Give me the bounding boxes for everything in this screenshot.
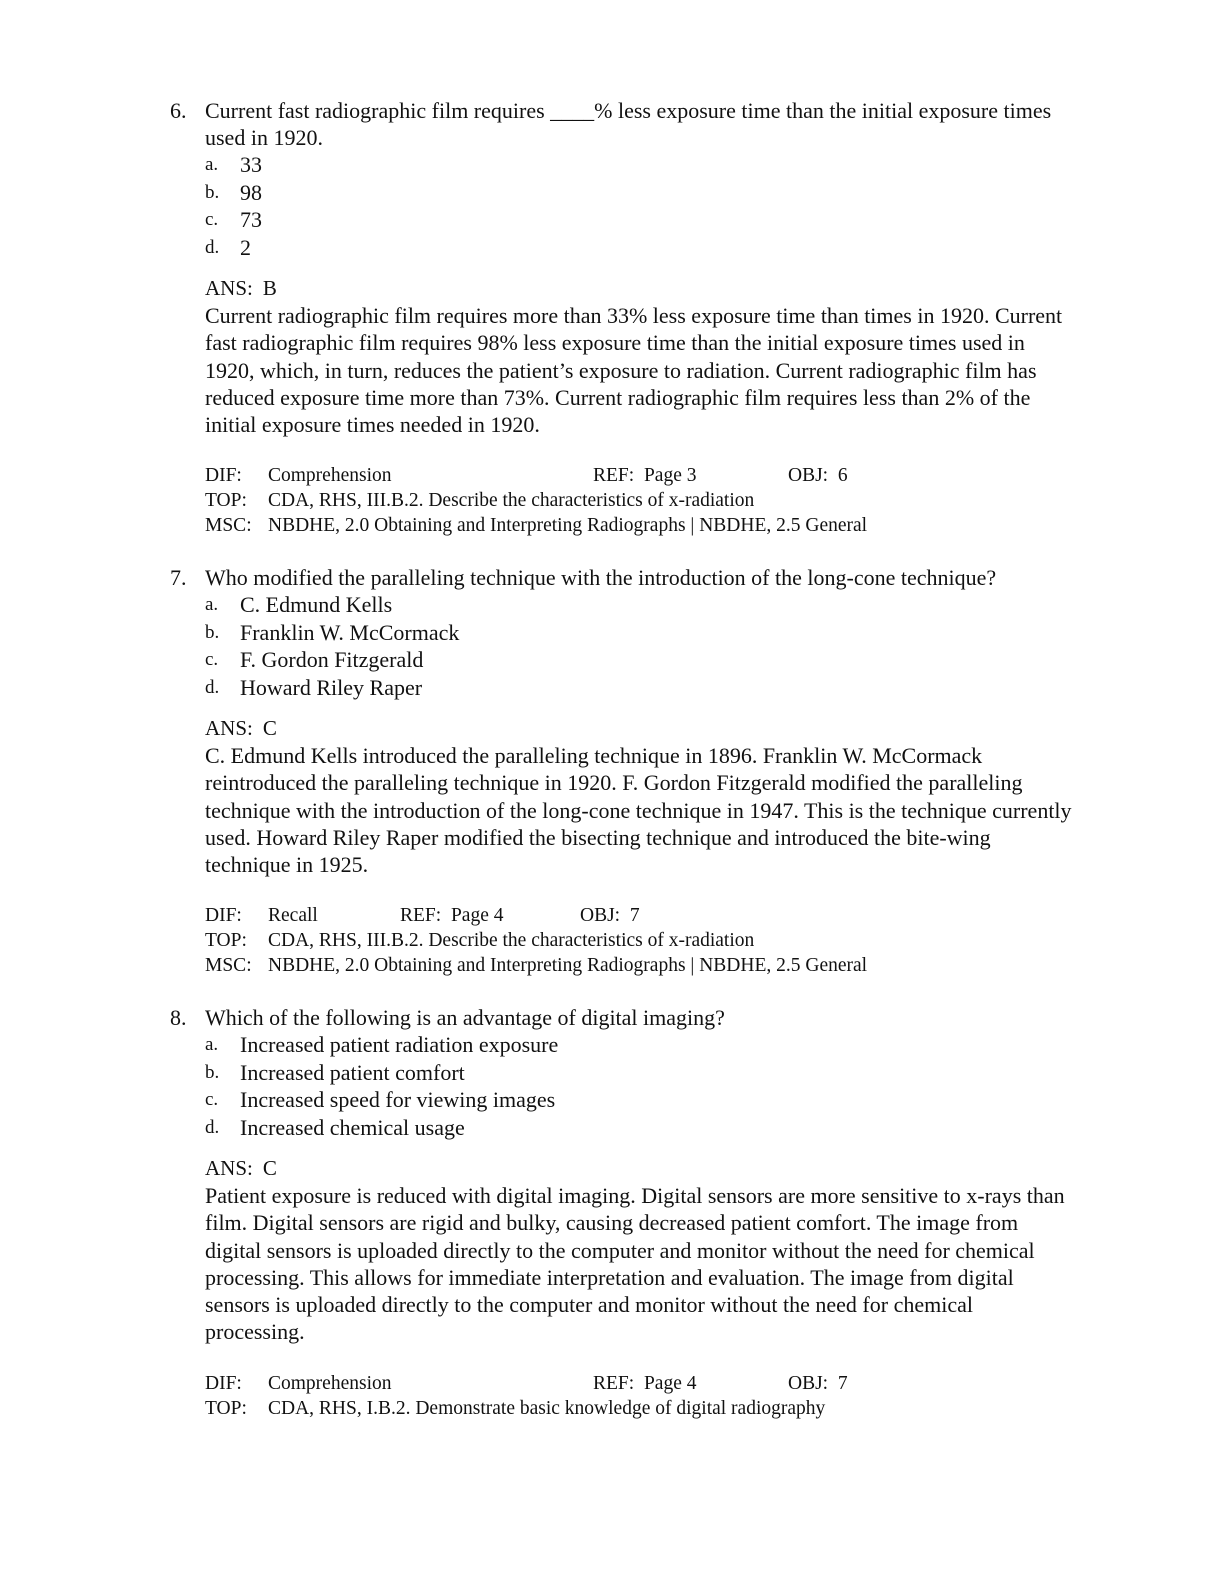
option-letter: a. xyxy=(205,594,219,615)
answer-value: C xyxy=(262,1156,277,1180)
ref-field xyxy=(400,903,503,928)
ref-field xyxy=(593,1371,696,1396)
obj-value: 7 xyxy=(629,905,640,926)
option-text: Howard Riley Raper xyxy=(240,674,423,700)
top-value: CDA, RHS, III.B.2. Describe the characteristics of x-radiation xyxy=(268,930,755,951)
option-text: Increased patient radiation exposure xyxy=(240,1032,559,1057)
option-letter: b. xyxy=(205,181,220,203)
dif-label: DIF: xyxy=(205,905,242,926)
obj-field xyxy=(788,1371,848,1396)
ref-label: REF: xyxy=(593,1373,635,1394)
ref-label: REF: xyxy=(593,465,635,486)
option-letter: c. xyxy=(205,209,219,230)
question-number: 7. xyxy=(170,565,187,590)
option-letter: a. xyxy=(205,1034,219,1055)
option-text: Increased chemical usage xyxy=(240,1114,465,1140)
dif-value: Comprehension xyxy=(268,465,392,486)
option-letter: a. xyxy=(205,154,219,175)
question-number: 8. xyxy=(170,1005,187,1030)
msc-label: MSC: xyxy=(205,955,252,976)
option-text: 73 xyxy=(240,207,262,232)
obj-label: OBJ: xyxy=(580,905,621,926)
top-value: CDA, RHS, I.B.2. Demonstrate basic knowledge of digital radiography xyxy=(268,1398,826,1419)
option-letter: d. xyxy=(205,1116,220,1138)
ref-label: REF: xyxy=(400,905,442,926)
option-letter: b. xyxy=(205,1061,220,1083)
answer-label: ANS: xyxy=(205,276,253,300)
top-label: TOP: xyxy=(205,1398,247,1419)
msc-label: MSC: xyxy=(205,515,252,536)
msc-value: NBDHE, 2.0 Obtaining and Interpreting Radiographs | NBDHE, 2.5 General xyxy=(268,515,868,536)
obj-value: 7 xyxy=(837,1373,848,1394)
option-text: Increased patient comfort xyxy=(240,1059,465,1085)
option-text: C. Edmund Kells xyxy=(240,592,393,617)
option-text: Increased speed for viewing images xyxy=(240,1087,556,1112)
question-text: Current fast radiographic film requires ____% less exposure time than the initial exposure times used in 1920. xyxy=(205,98,1052,150)
option-letter: c. xyxy=(205,1089,219,1110)
answer-value: C xyxy=(262,716,277,740)
question-text: Who modified the paralleling technique with the introduction of the long-cone technique? xyxy=(205,565,997,590)
option-letter: c. xyxy=(205,649,219,670)
obj-value: 6 xyxy=(837,465,848,486)
dif-value: Comprehension xyxy=(268,1373,392,1394)
obj-field xyxy=(788,463,848,488)
option-letter: d. xyxy=(205,676,220,698)
obj-label: OBJ: xyxy=(788,465,829,486)
option-text: 2 xyxy=(240,234,251,260)
answer-key xyxy=(205,275,277,302)
answer-key xyxy=(205,715,277,742)
ref-field xyxy=(593,463,696,488)
answer-value: B xyxy=(262,276,277,300)
obj-field xyxy=(580,903,640,928)
rationale: Current radiographic film requires more than 33% less exposure time than times in 1920. Current fast radiographic film requires 98% less exposure time than the initial exposure times used in 1920, which, in turn, reduces the patient’s exposure to radiation. Current radiographic film has reduced exposure time more than 73%. Current radiographic film requires less than 2% of the initial exposure times needed in 1920. xyxy=(205,303,1063,438)
answer-label: ANS: xyxy=(205,716,253,740)
dif-label: DIF: xyxy=(205,465,242,486)
rationale: C. Edmund Kells introduced the paralleling technique in 1896. Franklin W. McCormack reintroduced the paralleling technique in 1920. F. Gordon Fitzgerald modified the paralleling technique with the introduction of the long-cone technique in 1947. This is the technique currently used. Howard Riley Raper modified the bisecting technique and introduced the bite-wing technique in 1925. xyxy=(205,743,1072,878)
ref-value: Page 4 xyxy=(643,1373,697,1394)
msc-value: NBDHE, 2.0 Obtaining and Interpreting Radiographs | NBDHE, 2.5 General xyxy=(268,955,868,976)
answer-key xyxy=(205,1155,277,1182)
top-label: TOP: xyxy=(205,930,247,951)
option-letter: d. xyxy=(205,236,220,258)
option-text: 98 xyxy=(240,179,262,205)
top-label: TOP: xyxy=(205,490,247,511)
dif-label: DIF: xyxy=(205,1373,242,1394)
rationale: Patient exposure is reduced with digital imaging. Digital sensors are more sensitive to x-rays than film. Digital sensors are rigid and bulky, causing decreased patient comfort. The image from digital sensors is uploaded directly to the computer and monitor without the need for chemical processing. This allows for immediate interpretation and evaluation. The image from digital sensors is uploaded directly to the computer and monitor without the need for chemical processing. xyxy=(205,1183,1065,1345)
option-text: 33 xyxy=(240,152,262,177)
question-text: Which of the following is an advantage of digital imaging? xyxy=(205,1005,725,1030)
top-value: CDA, RHS, III.B.2. Describe the characteristics of x-radiation xyxy=(268,490,755,511)
ref-value: Page 4 xyxy=(450,905,504,926)
question-number: 6. xyxy=(170,98,187,123)
dif-value: Recall xyxy=(268,905,318,926)
ref-value: Page 3 xyxy=(643,465,697,486)
obj-label: OBJ: xyxy=(788,1373,829,1394)
option-letter: b. xyxy=(205,621,220,643)
option-text: Franklin W. McCormack xyxy=(240,619,460,645)
answer-label: ANS: xyxy=(205,1156,253,1180)
option-text: F. Gordon Fitzgerald xyxy=(240,647,424,672)
